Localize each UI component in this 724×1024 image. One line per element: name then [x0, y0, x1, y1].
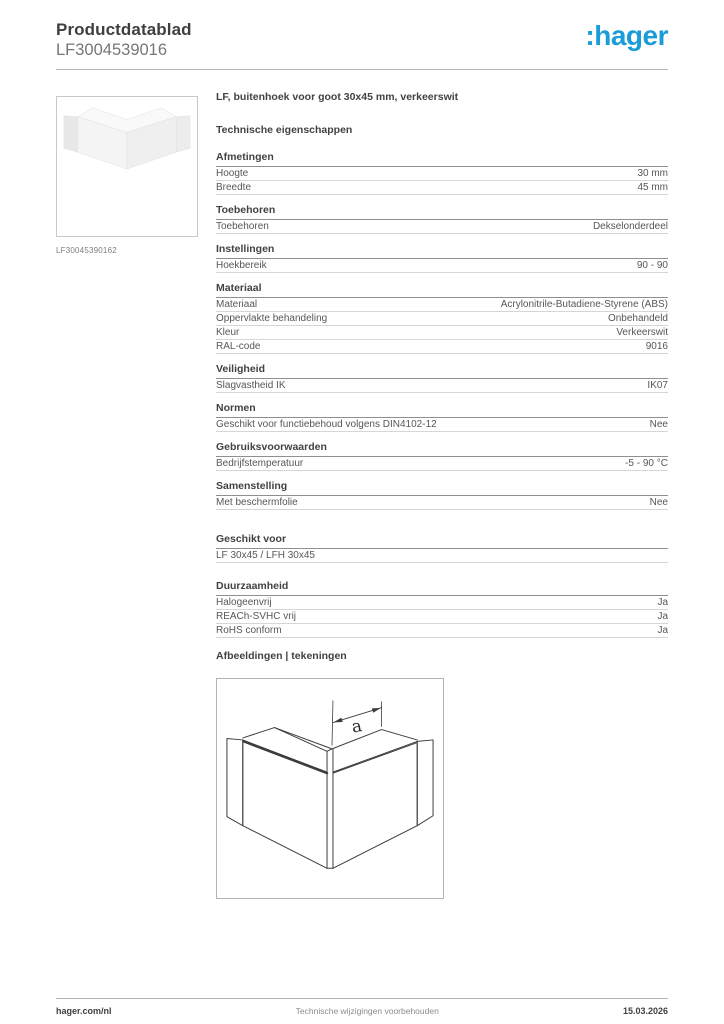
row-label: LF 30x45 / LFH 30x45	[216, 549, 315, 561]
product-title: LF, buitenhoek voor goot 30x45 mm, verkeerswit	[216, 91, 459, 103]
spec-row	[216, 312, 668, 326]
spec-row	[216, 259, 668, 273]
footer-website-link[interactable]: hager.com/nl	[56, 1006, 112, 1016]
spec-row	[216, 418, 668, 432]
document-header	[56, 19, 192, 61]
spec-sections	[216, 151, 668, 638]
spec-row	[216, 610, 668, 624]
spec-row	[216, 549, 668, 563]
row-label: RAL-code	[216, 340, 261, 352]
spec-row	[216, 298, 668, 312]
hager-logo: :hager	[585, 20, 668, 51]
spec-row	[216, 220, 668, 234]
spec-section-veiligheid	[216, 363, 668, 393]
page-footer	[56, 998, 668, 1016]
row-value: Nee	[649, 496, 668, 508]
row-value: 45 mm	[637, 181, 668, 193]
row-value: Dekselonderdeel	[592, 220, 668, 232]
spec-row	[216, 181, 668, 195]
row-label: Hoekbereik	[216, 259, 267, 271]
spec-row	[216, 340, 668, 354]
technical-properties-heading: Technische eigenschappen	[216, 124, 353, 136]
spec-row	[216, 326, 668, 340]
row-label: REACh-SVHC vrij	[216, 610, 297, 622]
section-title: Gebruiksvoorwaarden	[216, 441, 668, 457]
row-label: Breedte	[216, 181, 252, 193]
row-value: Ja	[657, 596, 668, 608]
row-value: 30 mm	[637, 167, 668, 179]
row-value: Acrylonitrile-Butadiene-Styrene (ABS)	[500, 298, 668, 310]
spec-row	[216, 596, 668, 610]
section-title: Instellingen	[216, 243, 668, 259]
spec-section-samenstelling	[216, 480, 668, 510]
row-label: RoHS conform	[216, 624, 282, 636]
footer-date: 15.03.2026	[622, 1006, 668, 1016]
section-title: Normen	[216, 402, 668, 418]
row-label: Kleur	[216, 326, 240, 338]
technical-drawing	[216, 678, 444, 899]
specification-column	[216, 91, 668, 899]
section-title: Toebehoren	[216, 204, 668, 220]
footer-notice: Technische wijzigingen voorbehouden	[295, 1006, 439, 1016]
row-value: -5 - 90 °C	[625, 457, 668, 469]
row-label: Geschikt voor functiebehoud volgens DIN4102-12	[216, 418, 437, 430]
spec-section-instellingen	[216, 243, 668, 273]
spec-section-geschikt-voor	[216, 533, 668, 563]
drawings-heading: Afbeeldingen | tekeningen	[216, 650, 347, 662]
spec-section-afmetingen	[216, 151, 668, 195]
row-label: Met beschermfolie	[216, 496, 298, 508]
spec-section-normen	[216, 402, 668, 432]
row-value: Ja	[657, 610, 668, 622]
spec-section-toebehoren	[216, 204, 668, 234]
product-reference: LF3004539016	[56, 41, 168, 59]
row-label: Oppervlakte behandeling	[216, 312, 328, 324]
row-value: Onbehandeld	[607, 312, 668, 324]
spec-row	[216, 379, 668, 393]
section-title: Veiligheid	[216, 363, 668, 379]
corner-piece-photo-graphic	[57, 97, 197, 236]
row-label: Bedrijfstemperatuur	[216, 457, 304, 469]
section-title: Afmetingen	[216, 151, 668, 167]
spec-row	[216, 457, 668, 471]
row-label: Halogeenvrij	[216, 596, 272, 608]
row-label: Hoogte	[216, 167, 249, 179]
row-label: Toebehoren	[216, 220, 269, 232]
spec-section-gebruiksvoorwaarden	[216, 441, 668, 471]
spec-row	[216, 624, 668, 638]
row-label: Slagvastheid IK	[216, 379, 286, 391]
spec-row	[216, 496, 668, 510]
section-title: Geschikt voor	[216, 533, 668, 549]
row-value: 9016	[645, 340, 668, 352]
row-label: Materiaal	[216, 298, 258, 310]
document-type-title: Productdatablad	[56, 20, 192, 39]
section-title: Materiaal	[216, 282, 668, 298]
dimension-label: a	[349, 715, 364, 737]
row-value: Nee	[649, 418, 668, 430]
section-title: Samenstelling	[216, 480, 668, 496]
header-divider	[56, 69, 668, 70]
spec-row	[216, 167, 668, 181]
row-value: Ja	[657, 624, 668, 636]
spec-section-duurzaamheid	[216, 580, 668, 638]
product-photo	[56, 96, 198, 237]
spec-section-materiaal	[216, 282, 668, 354]
photo-caption: LF30045390162	[56, 246, 117, 255]
product-photo-figure	[56, 96, 198, 255]
row-value: Verkeerswit	[616, 326, 668, 338]
row-value: 90 - 90	[636, 259, 668, 271]
section-title: Duurzaamheid	[216, 580, 668, 596]
corner-piece-line-drawing	[217, 679, 443, 898]
row-value: IK07	[647, 379, 668, 391]
